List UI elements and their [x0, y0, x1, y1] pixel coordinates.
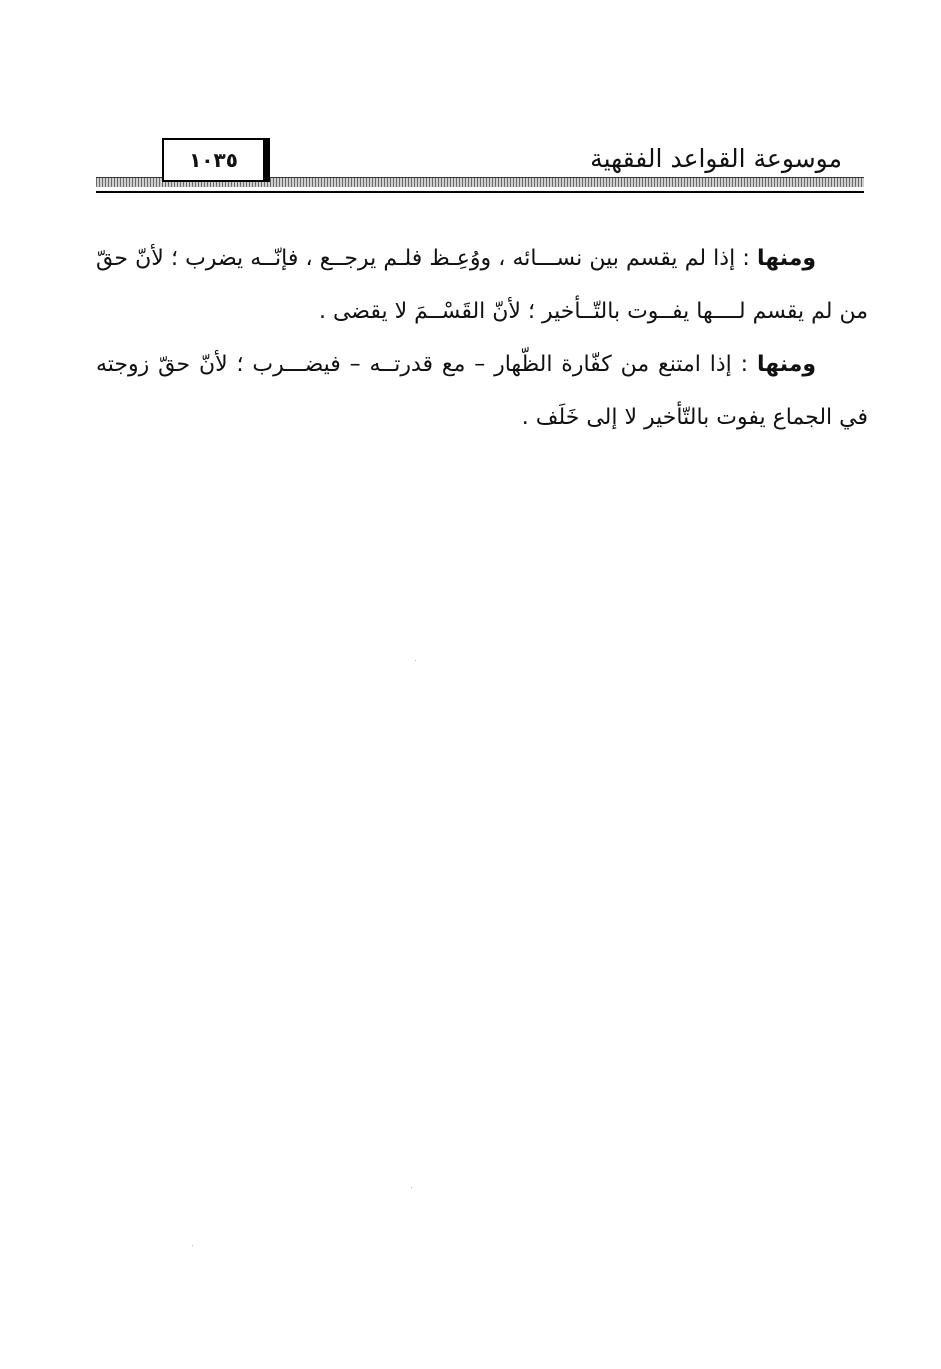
paragraph-text: : إذا امتنع من كفّارة الظّهار – مع قدرتــه – فيضـــرب ؛ لأنّ حقّ زوجته في الجماع يفوت بالتّأخير لا إلى خَلَف .: [96, 352, 868, 430]
paragraph-lead: ومنها: [756, 352, 816, 377]
scan-speck: [192, 1245, 193, 1246]
page-number-box: [162, 138, 270, 182]
page-body: [96, 232, 868, 444]
paragraph-lead: ومنها: [756, 246, 816, 271]
paragraph-text: : إذا لم يقسم بين نســـائه ، ووُعِـظ فلـم يرجــع ، فإنّــه يضرب ؛ لأنّ حقّ من لم يقسم لــــها يفــوت بالتّــأخير ؛ لأنّ القَسْــمَ لا يقضى .: [96, 246, 868, 324]
page-header: [96, 136, 864, 196]
paragraph: [96, 232, 868, 338]
paragraph: [96, 338, 868, 444]
scan-speck: [411, 1187, 412, 1188]
scan-speck: [415, 660, 416, 661]
page-number: ١٠٣٥: [189, 148, 238, 172]
running-title: موسوعة القواعد الفقهية: [590, 144, 842, 173]
header-thin-rule: [96, 191, 864, 193]
